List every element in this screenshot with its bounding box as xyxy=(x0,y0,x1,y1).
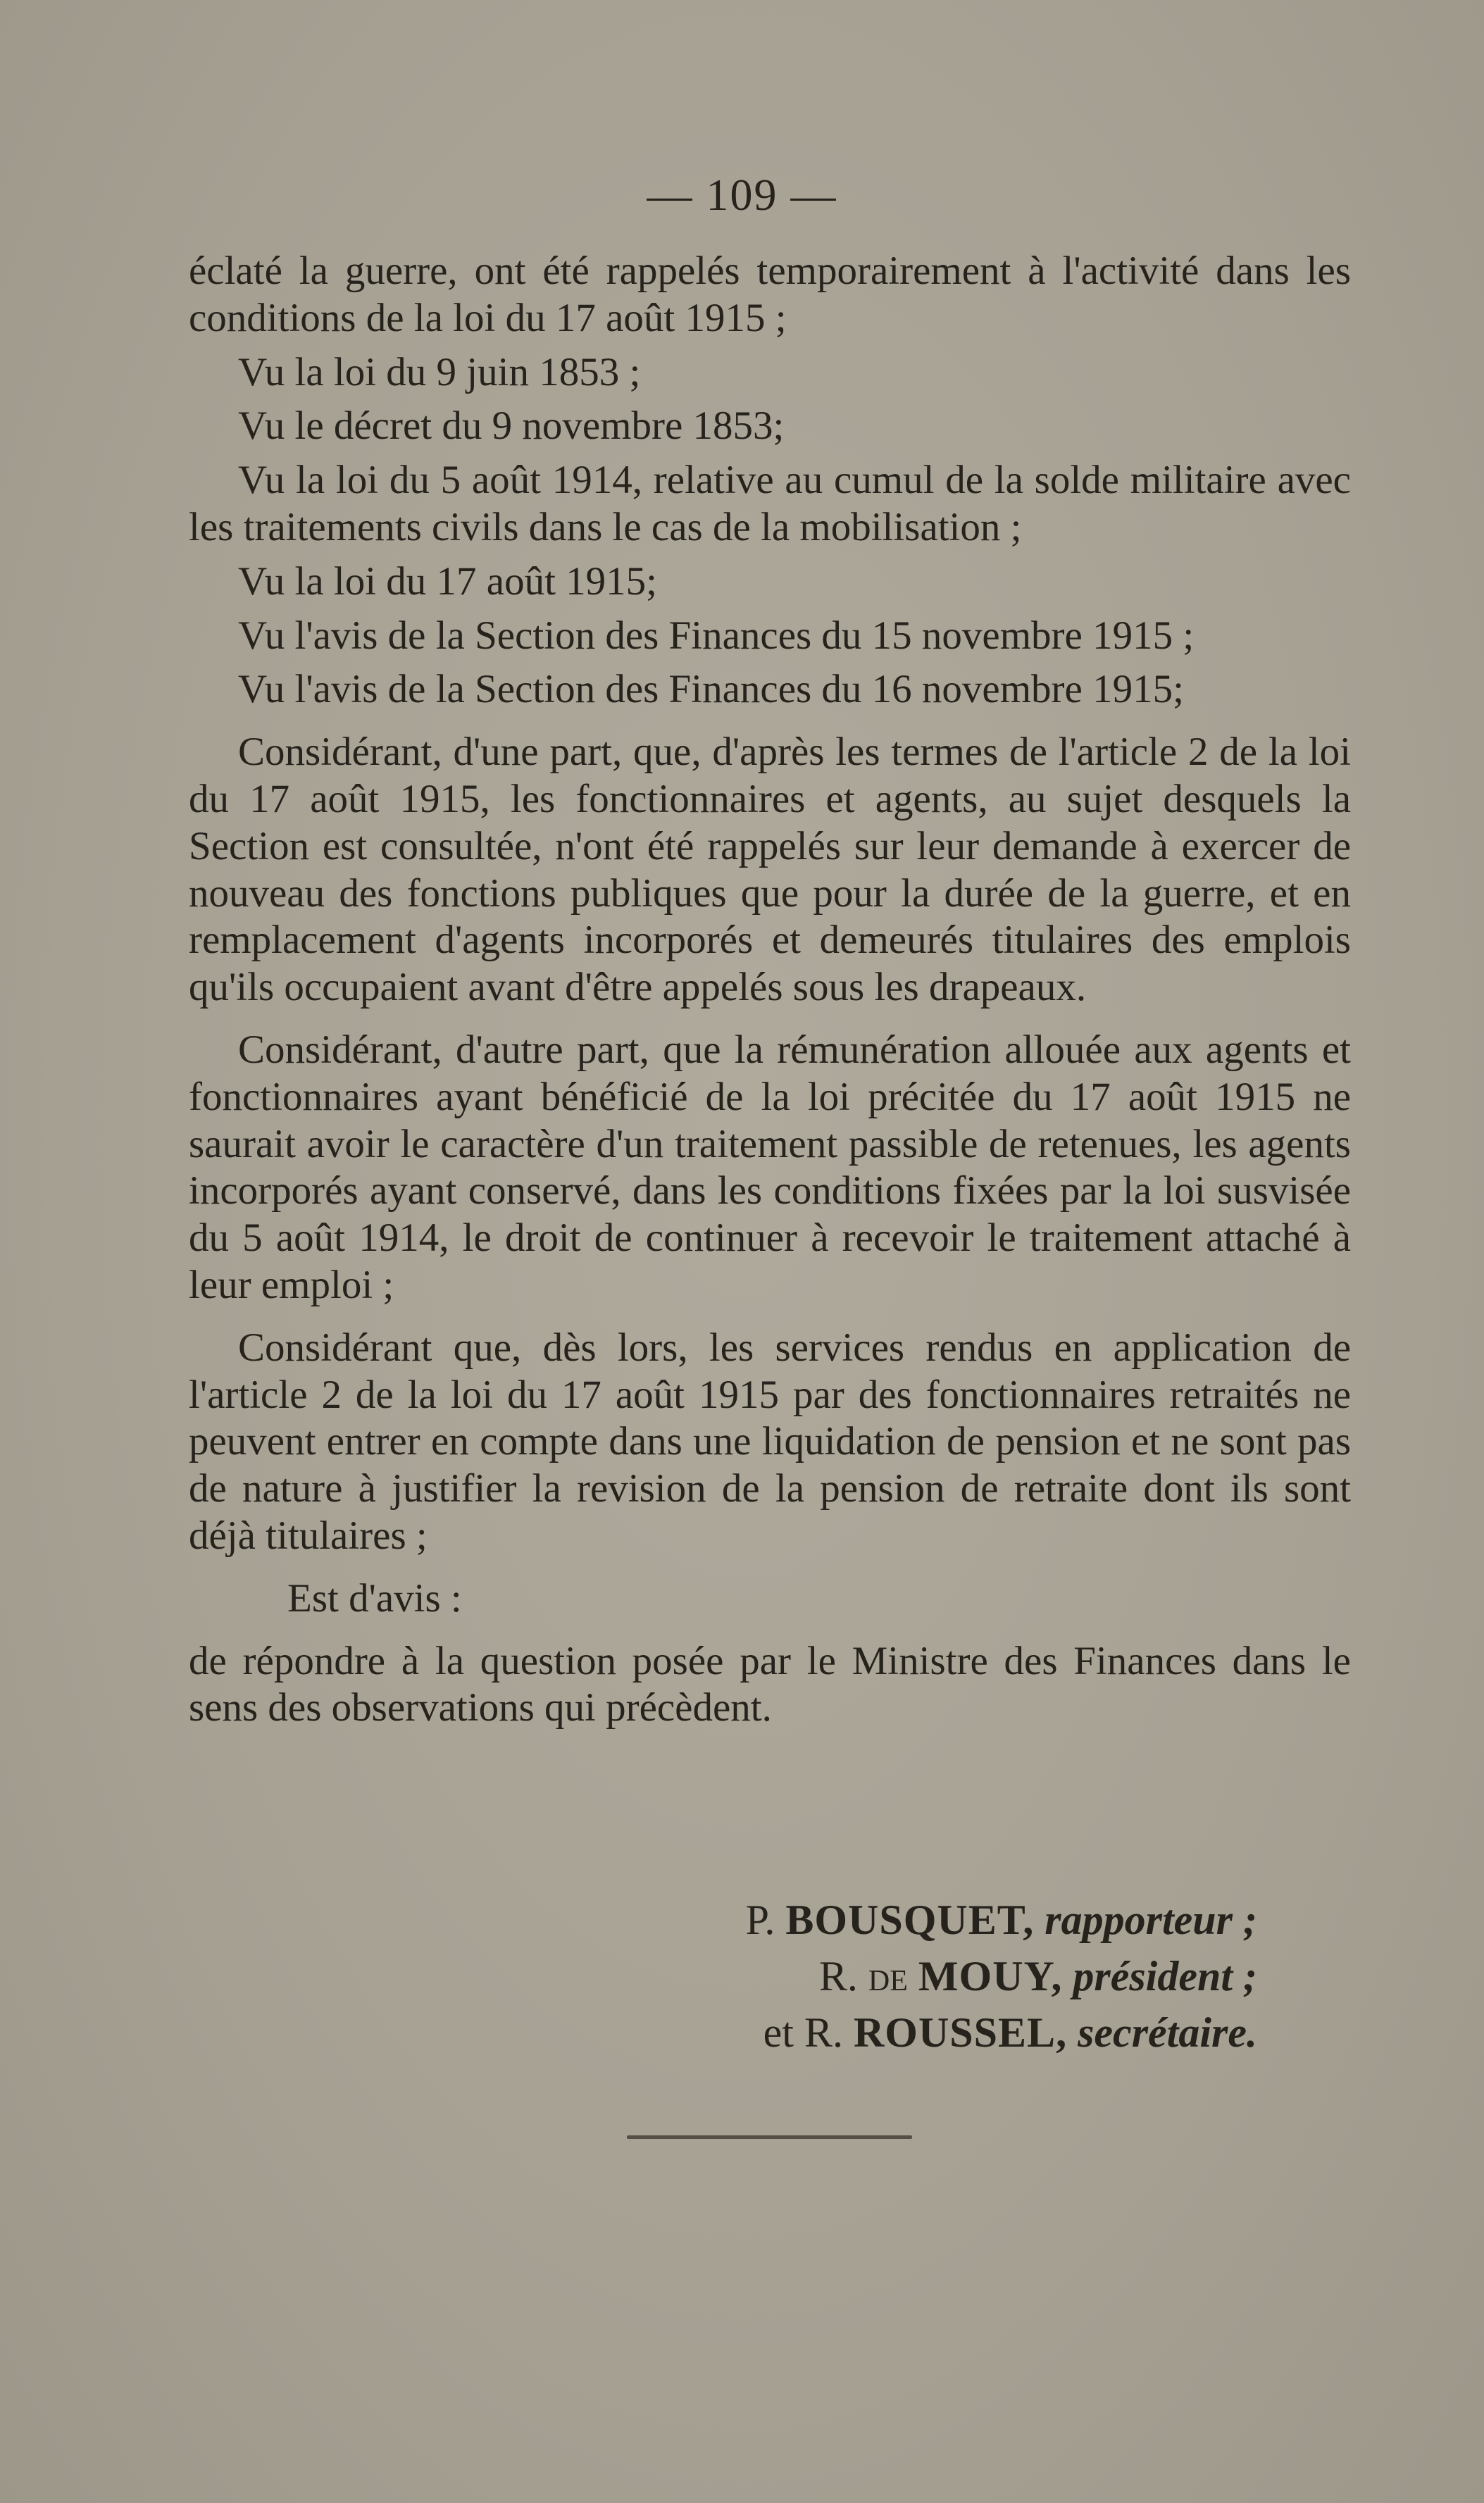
paragraph-considerant-2: Considérant, d'autre part, que la rémunération allouée aux agents et fonctionnaires ayant bénéficié de la loi précitée du 17 août 1915 ne saurait avoir le caractère d'un traitement passible de retenues, les agents incorporés ayant conservé, dans les conditions fixées par la loi susvisée du 5 août 1914, le droit de continuer à recevoir le traitement attaché à leur emploi ; xyxy=(189,1027,1351,1307)
paragraph-visa-loi-1914: Vu la loi du 5 août 1914, relative au cumul de la solde militaire avec les traitements civils dans le cas de la mobilisation ; xyxy=(189,458,1351,549)
signature-initial: P. xyxy=(745,1897,775,1943)
signature-name: MOUY, xyxy=(918,1953,1063,1999)
paragraph-continuation: éclaté la guerre, ont été rappelés temporairement à l'activité dans les conditions de la loi du 17 août 1915 ; xyxy=(189,249,1351,340)
signature-name: ROUSSEL, xyxy=(853,2009,1068,2056)
paragraph-visa-decret-1853: Vu le décret du 9 novembre 1853; xyxy=(238,404,785,449)
signature-particle: de xyxy=(868,1953,908,1999)
signature-block xyxy=(0,1892,1257,2061)
signature-prefix: et xyxy=(763,2009,794,2056)
paragraph-decision: de répondre à la question posée par le Ministre des Finances dans le sens des observations qui précèdent. xyxy=(189,1638,1351,1730)
paragraph-considerant-1: Considérant, d'une part, que, d'après les termes de l'article 2 de la loi du 17 août 1915, les fonctionnaires et agents, au sujet desquels la Section est consultée, n'ont été rappelés sur leur demande à exercer de nouveau des fonctions publiques que pour la durée de la guerre, et en remplacement d'agents incorporés et demeurés titulaires des emplois qu'ils occupaient avant d'être appelés sous les drapeaux. xyxy=(189,730,1351,1010)
signature-president xyxy=(0,1948,1257,2004)
signature-name: BOUSQUET, xyxy=(785,1897,1035,1943)
signature-role: secrétaire. xyxy=(1078,2009,1257,2056)
paragraph-considerant-3: Considérant que, dès lors, les services rendus en application de l'article 2 de la loi du 17 août 1915 par des fonctionnaires retraités ne peuvent entrer en compte dans une liquidation de pension et ne sont pas de nature à justifier la revision de la pension de retraite dont ils sont déjà titulaires ; xyxy=(189,1325,1351,1558)
paragraph-visa-avis-15-nov: Vu l'avis de la Section des Finances du 15 novembre 1915 ; xyxy=(238,613,1195,658)
paragraph-est-avis: Est d'avis : xyxy=(287,1575,462,1621)
signature-role: rapporteur ; xyxy=(1045,1897,1257,1943)
paragraph-visa-avis-16-nov: Vu l'avis de la Section des Finances du 16 novembre 1915; xyxy=(238,667,1184,712)
body-text xyxy=(189,248,1351,1732)
signature-initial: R. xyxy=(818,1953,858,1999)
signature-initial: R. xyxy=(804,2009,843,2056)
end-rule xyxy=(627,2135,912,2139)
signature-rapporteur xyxy=(0,1892,1257,1948)
signature-role: président ; xyxy=(1073,1953,1257,1999)
paragraph-visa-loi-1853: Vu la loi du 9 juin 1853 ; xyxy=(238,349,641,394)
page-number: — 109 — xyxy=(647,170,837,220)
signature-secretaire xyxy=(0,2004,1257,2061)
paragraph-visa-loi-1915: Vu la loi du 17 août 1915; xyxy=(238,558,658,604)
